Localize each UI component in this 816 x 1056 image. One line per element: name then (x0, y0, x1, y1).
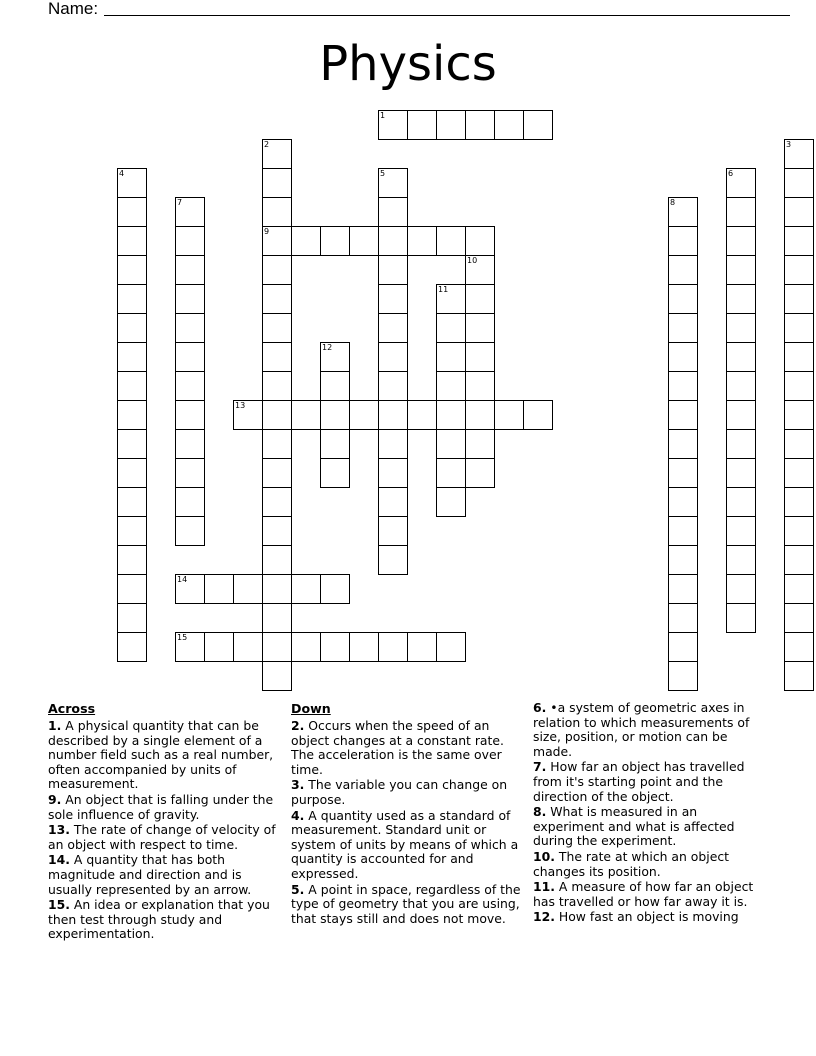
crossword-cell[interactable] (465, 371, 495, 401)
clue-number: 2 (264, 140, 270, 149)
crossword-cell[interactable] (175, 429, 205, 459)
crossword-cell[interactable] (175, 487, 205, 517)
crossword-cell[interactable] (465, 400, 495, 430)
crossword-cell[interactable] (436, 632, 466, 662)
crossword-cell[interactable] (784, 400, 814, 430)
crossword-cell[interactable] (262, 139, 292, 169)
crossword-cell[interactable] (436, 458, 466, 488)
crossword-cell[interactable] (378, 342, 408, 372)
crossword-cell[interactable] (117, 255, 147, 285)
crossword-cell[interactable] (668, 661, 698, 691)
crossword-cell[interactable] (262, 400, 292, 430)
crossword-cell[interactable] (784, 284, 814, 314)
crossword-cell[interactable] (465, 284, 495, 314)
crossword-cell[interactable] (320, 400, 350, 430)
crossword-cell[interactable] (436, 429, 466, 459)
crossword-cell[interactable] (494, 110, 524, 140)
crossword-cell[interactable] (262, 661, 292, 691)
clue-number: 15 (177, 633, 188, 642)
crossword-cell[interactable] (523, 110, 553, 140)
crossword-cell[interactable] (784, 429, 814, 459)
crossword-cell[interactable] (262, 545, 292, 575)
crossword-cell[interactable] (117, 632, 147, 662)
crossword-cell[interactable] (436, 110, 466, 140)
crossword-cell[interactable] (378, 371, 408, 401)
crossword-cell[interactable] (378, 284, 408, 314)
crossword-cell[interactable] (726, 516, 756, 546)
clue-across-9: 9. An object that is falling under the sole influence of gravity. (48, 791, 274, 822)
crossword-cell[interactable] (378, 400, 408, 430)
crossword-cell[interactable] (175, 197, 205, 227)
crossword-cell[interactable] (262, 458, 292, 488)
crossword-cell[interactable] (668, 255, 698, 285)
crossword-cell[interactable] (204, 632, 234, 662)
crossword-cell[interactable] (175, 574, 205, 604)
crossword-cell[interactable] (291, 226, 321, 256)
down-heading: Down (291, 701, 331, 716)
clue-number: 4 (119, 169, 125, 178)
crossword-cell[interactable] (784, 661, 814, 691)
crossword-cell[interactable] (378, 168, 408, 198)
clue-number: 12 (322, 343, 333, 352)
crossword-cell[interactable] (117, 574, 147, 604)
crossword-cell[interactable] (784, 574, 814, 604)
crossword-cell[interactable] (668, 516, 698, 546)
crossword-cell[interactable] (262, 603, 292, 633)
crossword-cell[interactable] (233, 574, 263, 604)
crossword-cell[interactable] (320, 574, 350, 604)
crossword-cell[interactable] (407, 110, 437, 140)
crossword-cell[interactable] (262, 284, 292, 314)
crossword-cell[interactable] (436, 226, 466, 256)
down-clues-continued (533, 701, 769, 926)
crossword-cell[interactable] (465, 110, 495, 140)
crossword-cell[interactable] (784, 487, 814, 517)
crossword-cell[interactable] (262, 197, 292, 227)
clue-down-10: 10. The rate at which an object changes its position. (533, 848, 729, 879)
crossword-cell[interactable] (465, 255, 495, 285)
crossword-cell[interactable] (726, 574, 756, 604)
clue-down-12: 12. How fast an object is moving (533, 909, 739, 925)
crossword-cell[interactable] (320, 429, 350, 459)
across-clues (48, 701, 280, 943)
crossword-cell[interactable] (668, 487, 698, 517)
crossword-cell[interactable] (465, 226, 495, 256)
crossword-cell[interactable] (436, 342, 466, 372)
crossword-cell[interactable] (668, 574, 698, 604)
crossword-cell[interactable] (726, 400, 756, 430)
crossword-cell[interactable] (117, 603, 147, 633)
clue-down-11: 11. A measure of how far an object has travelled or how far away it is. (533, 879, 754, 909)
crossword-cell[interactable] (726, 255, 756, 285)
crossword-cell[interactable] (117, 284, 147, 314)
crossword-cell[interactable] (726, 168, 756, 198)
crossword-cell[interactable] (262, 574, 292, 604)
crossword-cell[interactable] (465, 313, 495, 343)
crossword-cell[interactable] (117, 342, 147, 372)
crossword-cell[interactable] (668, 603, 698, 633)
crossword-cell[interactable] (175, 516, 205, 546)
crossword-cell[interactable] (291, 574, 321, 604)
crossword-cell[interactable] (668, 371, 698, 401)
crossword-cell[interactable] (262, 168, 292, 198)
crossword-cell[interactable] (668, 342, 698, 372)
crossword-cell[interactable] (320, 458, 350, 488)
crossword-cell[interactable] (291, 400, 321, 430)
crossword-cell[interactable] (175, 371, 205, 401)
crossword-cell[interactable] (784, 255, 814, 285)
crossword-cell[interactable] (117, 168, 147, 198)
crossword-cell[interactable] (784, 197, 814, 227)
clue-down-7: 7. How far an object has travelled from it's starting point and the direction of the object. (533, 759, 745, 804)
crossword-cell[interactable] (262, 429, 292, 459)
crossword-cell[interactable] (233, 400, 263, 430)
crossword-cell[interactable] (320, 342, 350, 372)
crossword-cell[interactable] (320, 371, 350, 401)
crossword-cell[interactable] (378, 313, 408, 343)
clue-across-14: 14. A quantity that has both magnitude and direction and is usually represented by an arrow. (48, 852, 252, 897)
crossword-cell[interactable] (175, 226, 205, 256)
crossword-cell[interactable] (349, 632, 379, 662)
crossword-cell[interactable] (262, 313, 292, 343)
crossword-cell[interactable] (726, 458, 756, 488)
crossword-cell[interactable] (175, 458, 205, 488)
clue-across-1: 1. A physical quantity that can be described by a single element of a number field such as a real number, often accompanied by units of measurement. (48, 718, 274, 792)
crossword-cell[interactable] (668, 545, 698, 575)
crossword-cell[interactable] (262, 371, 292, 401)
crossword-cell[interactable] (784, 371, 814, 401)
crossword-cell[interactable] (378, 226, 408, 256)
crossword-cell[interactable] (175, 284, 205, 314)
clue-number: 6 (728, 169, 734, 178)
crossword-cell[interactable] (291, 632, 321, 662)
crossword-cell[interactable] (378, 516, 408, 546)
crossword-cell[interactable] (117, 197, 147, 227)
crossword-cell[interactable] (117, 487, 147, 517)
crossword-cell[interactable] (407, 226, 437, 256)
crossword-cell[interactable] (117, 458, 147, 488)
crossword-cell[interactable] (465, 429, 495, 459)
crossword-cell[interactable] (726, 197, 756, 227)
crossword-cell[interactable] (465, 458, 495, 488)
crossword-cell[interactable] (233, 632, 263, 662)
page-title: Physics (319, 36, 497, 92)
down-clues (291, 701, 521, 927)
crossword-cell[interactable] (262, 226, 292, 256)
crossword-cell[interactable] (784, 545, 814, 575)
clue-number: 8 (670, 198, 676, 207)
name-label: Name: (48, 0, 99, 18)
crossword-cell[interactable] (726, 429, 756, 459)
clue-number: 13 (235, 401, 246, 410)
crossword-cell[interactable] (726, 545, 756, 575)
crossword-cell[interactable] (436, 487, 466, 517)
crossword-cell[interactable] (668, 429, 698, 459)
crossword-cell[interactable] (262, 342, 292, 372)
crossword-cell[interactable] (175, 313, 205, 343)
crossword-cell[interactable] (262, 255, 292, 285)
clue-number: 1 (380, 111, 386, 120)
crossword-cell[interactable] (407, 400, 437, 430)
crossword-cell[interactable] (784, 313, 814, 343)
crossword-cell[interactable] (349, 226, 379, 256)
clue-number: 11 (438, 285, 449, 294)
crossword-cell[interactable] (378, 255, 408, 285)
crossword-cell[interactable] (523, 400, 553, 430)
clue-number: 14 (177, 575, 188, 584)
crossword-cell[interactable] (117, 429, 147, 459)
crossword-cell[interactable] (668, 632, 698, 662)
crossword-cell[interactable] (668, 284, 698, 314)
crossword-cell[interactable] (726, 284, 756, 314)
crossword-cell[interactable] (378, 545, 408, 575)
clue-down-2: 2. Occurs when the speed of an object changes at a constant rate. The acceleration is the same over time. (291, 718, 504, 777)
crossword-cell[interactable] (668, 400, 698, 430)
crossword-cell[interactable] (378, 197, 408, 227)
crossword-cell[interactable] (784, 516, 814, 546)
crossword-cell[interactable] (436, 371, 466, 401)
crossword-cell[interactable] (436, 284, 466, 314)
crossword-cell[interactable] (784, 226, 814, 256)
crossword-cell[interactable] (784, 603, 814, 633)
crossword-cell[interactable] (784, 168, 814, 198)
crossword-cell[interactable] (784, 632, 814, 662)
crossword-cell[interactable] (117, 516, 147, 546)
crossword-cell[interactable] (175, 342, 205, 372)
crossword-cell[interactable] (262, 487, 292, 517)
crossword-cell[interactable] (349, 400, 379, 430)
crossword-cell[interactable] (726, 313, 756, 343)
crossword-cell[interactable] (726, 487, 756, 517)
crossword-cell[interactable] (117, 545, 147, 575)
crossword-cell[interactable] (668, 226, 698, 256)
crossword-cell[interactable] (668, 313, 698, 343)
crossword-cell[interactable] (175, 255, 205, 285)
crossword-cell[interactable] (726, 226, 756, 256)
crossword-cell[interactable] (320, 226, 350, 256)
crossword-cell[interactable] (117, 313, 147, 343)
crossword-cell[interactable] (668, 458, 698, 488)
clue-down-6: 6. •a system of geometric axes in relation to which measurements of size, position, or motion can be made. (533, 700, 750, 759)
crossword-cell[interactable] (204, 574, 234, 604)
crossword-cell[interactable] (378, 487, 408, 517)
crossword-cell[interactable] (175, 632, 205, 662)
crossword-cell[interactable] (262, 632, 292, 662)
crossword-cell[interactable] (436, 400, 466, 430)
clue-number: 10 (467, 256, 478, 265)
crossword-cell[interactable] (436, 313, 466, 343)
clue-down-8: 8. What is measured in an experiment and what is affected during the experiment. (533, 804, 735, 849)
crossword-cell[interactable] (726, 371, 756, 401)
clue-across-13: 13. The rate of change of velocity of an object with respect to time. (48, 822, 276, 852)
clue-number: 7 (177, 198, 183, 207)
clue-number: 3 (786, 140, 792, 149)
clue-across-15: 15. An idea or explanation that you then test through study and experimentation. (48, 897, 270, 942)
crossword-cell[interactable] (175, 400, 205, 430)
crossword-cell[interactable] (465, 342, 495, 372)
crossword-cell[interactable] (262, 516, 292, 546)
crossword-cell[interactable] (378, 458, 408, 488)
crossword-cell[interactable] (784, 139, 814, 169)
clue-down-3: 3. The variable you can change on purpose. (291, 777, 508, 807)
crossword-cell[interactable] (117, 371, 147, 401)
crossword-cell[interactable] (726, 342, 756, 372)
crossword-cell[interactable] (668, 197, 698, 227)
clue-down-4: 4. A quantity used as a standard of measurement. Standard unit or system of units by means of which a quantity is accounted for and expressed. (291, 807, 519, 881)
crossword-cell[interactable] (378, 110, 408, 140)
clue-down-5: 5. A point in space, regardless of the type of geometry that you are using, that stays still and does not move. (291, 881, 521, 926)
crossword-cell[interactable] (407, 632, 437, 662)
across-heading: Across (48, 701, 96, 716)
crossword-cell[interactable] (494, 400, 524, 430)
crossword-cell[interactable] (784, 342, 814, 372)
crossword-cell[interactable] (378, 632, 408, 662)
crossword-cell[interactable] (320, 632, 350, 662)
crossword-cell[interactable] (726, 603, 756, 633)
crossword-cell[interactable] (378, 429, 408, 459)
clue-number: 9 (264, 227, 270, 236)
crossword-cell[interactable] (117, 226, 147, 256)
clue-number: 5 (380, 169, 386, 178)
crossword-cell[interactable] (784, 458, 814, 488)
crossword-cell[interactable] (117, 400, 147, 430)
